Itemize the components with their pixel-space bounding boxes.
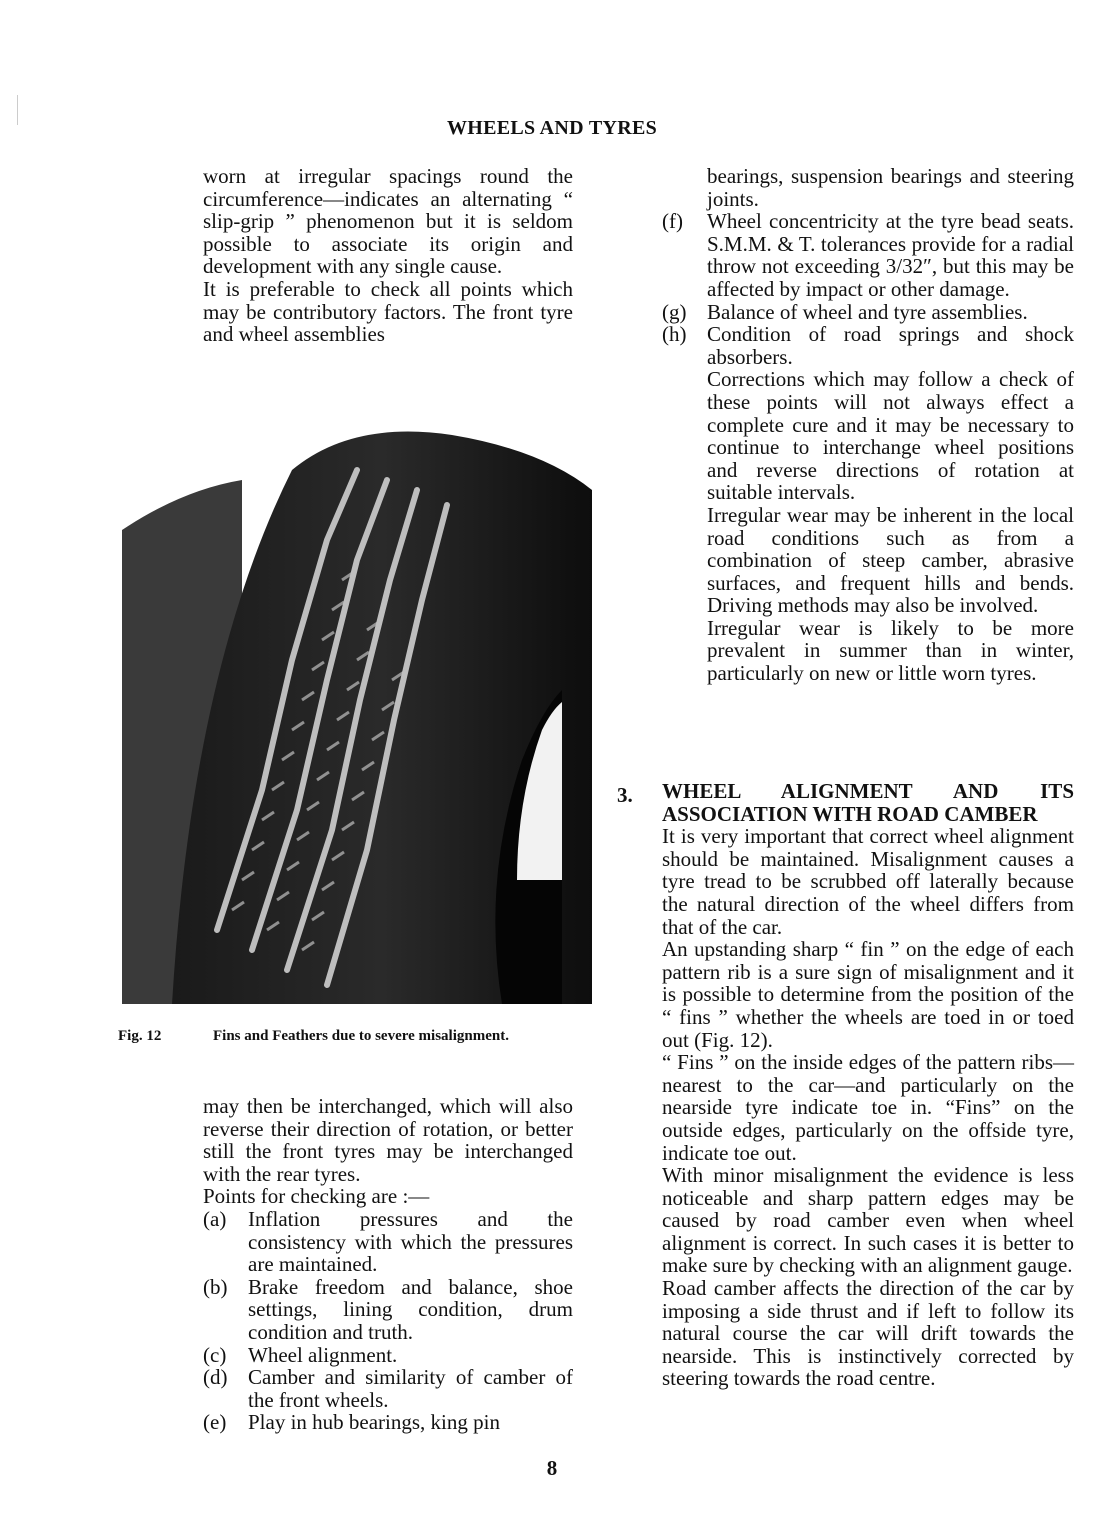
tyre-photo bbox=[122, 410, 592, 1004]
left-bottom-text bbox=[203, 1095, 573, 1434]
list-label: (g) bbox=[662, 299, 687, 324]
paragraph: Corrections which may follow a check of these points will not always effect a complete cure and it may be necessary to continue to interchange wheel positions and reverse directions of rotation at suitable intervals. bbox=[707, 367, 1074, 505]
list-intro: Points for checking are :— bbox=[203, 1184, 430, 1209]
list-item bbox=[203, 1276, 573, 1344]
list-text: Play in hub bearings, king pin bbox=[248, 1410, 500, 1435]
paragraph: bearings, suspension bearings and steering joints. bbox=[707, 164, 1074, 211]
list-label: (h) bbox=[662, 322, 687, 347]
paragraph: “ Fins ” on the inside edges of the pattern ribs—nearest to the car—and particularly on the nearside tyre indicate toe in. “Fins” on the outside edges, particularly on the offside tyre, indicate toe out. bbox=[662, 1050, 1074, 1165]
section-3 bbox=[662, 780, 1074, 1390]
list-text: Balance of wheel and tyre assemblies. bbox=[707, 299, 1028, 324]
paragraph: may then be interchanged, which will also reverse their direction of rotation, or better still the front tyres may be interchanged with the rear tyres. bbox=[203, 1094, 573, 1186]
figure-label: Fig. 12 bbox=[118, 1028, 162, 1044]
section-number: 3. bbox=[617, 783, 633, 807]
tyre-illustration bbox=[122, 410, 592, 1004]
right-top-text bbox=[662, 165, 1074, 685]
list-text: Condition of road springs and shock absorbers. bbox=[707, 322, 1074, 369]
list-item bbox=[662, 210, 1074, 300]
list-item bbox=[203, 1411, 573, 1434]
list-label: (e) bbox=[203, 1410, 227, 1435]
list-item bbox=[662, 301, 1074, 324]
left-top-text bbox=[203, 165, 573, 346]
paragraph: Irregular wear may be inherent in the local road conditions such as from a combination of steep camber, abrasive surfaces, and frequent hills and bends. Driving methods may also be involved. bbox=[707, 502, 1074, 618]
list-item bbox=[662, 323, 1074, 368]
list-label: (f) bbox=[662, 209, 683, 234]
list-text: Camber and similarity of camber of the front wheels. bbox=[248, 1365, 573, 1412]
paragraph: Road camber affects the direction of the car by imposing a side thrust and if left to follow its natural course the car will drift towards the nearside. This is instinctively corrected by steering towards the road centre. bbox=[662, 1276, 1074, 1391]
paragraph: With minor misalignment the evidence is less noticeable and sharp pattern edges may be caused by road camber even when wheel alignment is correct. In such cases it is better to make sure by checking with an alignment gauge. bbox=[662, 1163, 1074, 1278]
paragraph: worn at irregular spacings round the circumference—indicates an alternating “ slip-grip ” phenomenon but it is seldom possible to associate its origin and development with any single cause. bbox=[203, 164, 573, 279]
page-number: 8 bbox=[546, 1456, 558, 1480]
paragraph: It is very important that correct wheel alignment should be maintained. Misalignment causes a tyre tread to be scrubbed off laterally because the natural direction of the wheel differs from that of the car. bbox=[662, 824, 1074, 939]
list-text: Inflation pressures and the consistency with which the pressures are maintained. bbox=[248, 1206, 573, 1277]
list-label: (c) bbox=[203, 1342, 227, 1367]
list-label: (d) bbox=[203, 1365, 228, 1390]
list-text: Wheel concentricity at the tyre bead seats. S.M.M. & T. tolerances provide for a radial throw not exceeding 3/32″, but this may be affected by impact or other damage. bbox=[707, 209, 1074, 301]
page-title: WHEELS AND TYRES bbox=[446, 117, 658, 139]
list-item bbox=[203, 1208, 573, 1276]
list-item bbox=[203, 1366, 573, 1411]
section-heading: WHEEL ALIGNMENT AND ITS ASSOCIATION WITH ROAD CAMBER bbox=[662, 779, 1074, 826]
list-text: Wheel alignment. bbox=[248, 1342, 398, 1367]
paragraph: An upstanding sharp “ fin ” on the edge of each pattern rib is a sure sign of misalignment and it is possible to determine from the position of the “ fins ” whether the wheels are toed in or toed out (Fig. 12). bbox=[662, 937, 1074, 1052]
paragraph: Irregular wear is likely to be more prevalent in summer than in winter, particularly on new or little worn tyres. bbox=[707, 615, 1074, 686]
paragraph: It is preferable to check all points which may be contributory factors. The front tyre and wheel assemblies bbox=[203, 276, 573, 347]
figure-caption-text: Fins and Feathers due to severe misalignment. bbox=[213, 1028, 509, 1044]
list-text: Brake freedom and balance, shoe settings, lining condition, drum condition and truth. bbox=[248, 1274, 573, 1344]
list-item bbox=[203, 1344, 573, 1367]
list-label: (b) bbox=[203, 1274, 228, 1299]
list-label: (a) bbox=[203, 1206, 227, 1231]
